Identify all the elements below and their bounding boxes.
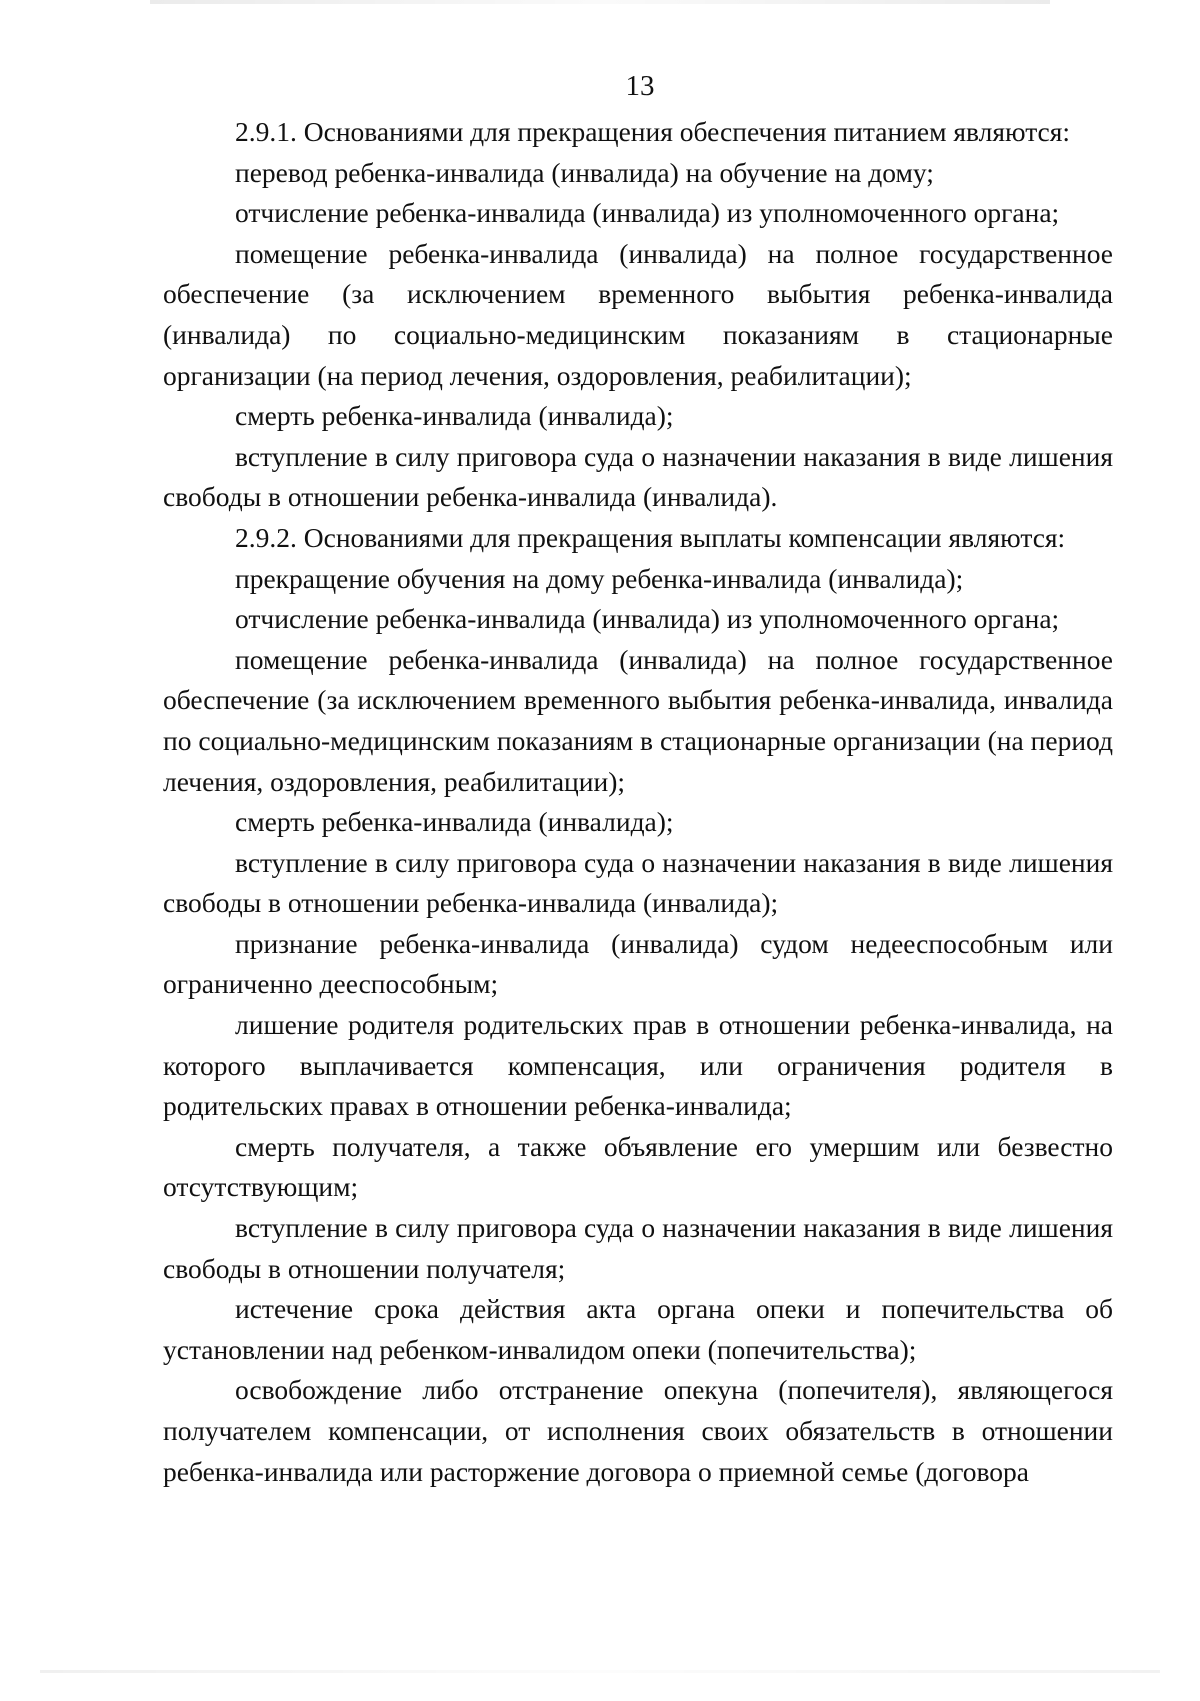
- paragraph-item: истечение срока действия акта органа опеки и попечительства об установлении над ребенком-инвалидом опеки (попечительства);: [163, 1293, 1113, 1365]
- paragraph-2-9-1-heading: 2.9.1. Основаниями для прекращения обеспечения питанием являются:: [235, 116, 1071, 147]
- paragraph-item: отчисление ребенка-инвалида (инвалида) из уполномоченного органа;: [235, 603, 1060, 635]
- paragraph-item: вступление в силу приговора суда о назначении наказания в виде лишения свободы в отношении ребенка-инвалида (инвалида);: [163, 846, 1113, 919]
- paragraph-2-9-2-heading: 2.9.2. Основаниями для прекращения выплаты компенсации являются:: [235, 521, 1066, 553]
- paragraph-item: вступление в силу приговора суда о назначении наказания в виде лишения свободы в отношении ребенка-инвалида (инвалида).: [163, 440, 1113, 513]
- paragraph-item: отчисление ребенка-инвалида (инвалида) из уполномоченного органа;: [235, 197, 1060, 229]
- paragraph-item: смерть ребенка-инвалида (инвалида);: [235, 806, 674, 838]
- paragraph-item: помещение ребенка-инвалида (инвалида) на полное государственное обеспечение (за исключением временного выбытия ребенка-инвалида (инвалида) по социально-медицинским показаниям в стационарные организации (на период лечения, оздоровления, реабилитации);: [163, 237, 1113, 391]
- scan-edge-bottom: [40, 1670, 1160, 1673]
- document-body: [163, 112, 1113, 1492]
- paragraph-item: лишение родителя родительских прав в отношении ребенка-инвалида, на которого выплачивается компенсация, или ограничения родителя в родительских правах в отношении ребенка-инвалида;: [163, 1009, 1113, 1122]
- paragraph-item: освобождение либо отстранение опекуна (попечителя), являющегося получателем компенсации, от исполнения своих обязательств в отношении ребенка-инвалида или расторжение договора о приемной семье (договора: [163, 1374, 1113, 1487]
- scan-edge-top: [150, 0, 1050, 4]
- paragraph-item: смерть ребенка-инвалида (инвалида);: [235, 400, 674, 432]
- page-number: 13: [625, 70, 655, 102]
- paragraph-item: прекращение обучения на дому ребенка-инвалида (инвалида);: [235, 562, 964, 594]
- paragraph-item: признание ребенка-инвалида (инвалида) судом недееспособным или ограниченно дееспособным;: [163, 927, 1113, 1000]
- paragraph-item: перевод ребенка-инвалида (инвалида) на обучение на дому;: [235, 156, 934, 188]
- paragraph-item: вступление в силу приговора суда о назначении наказания в виде лишения свободы в отношении получателя;: [163, 1212, 1113, 1284]
- paragraph-item: помещение ребенка-инвалида (инвалида) на полное государственное обеспечение (за исключением временного выбытия ребенка-инвалида, инвалида по социально-медицинским показаниям в стационарные организации (на период лечения, оздоровления, реабилитации);: [163, 643, 1113, 797]
- paragraph-item: смерть получателя, а также объявление его умершим или безвестно отсутствующим;: [163, 1130, 1113, 1203]
